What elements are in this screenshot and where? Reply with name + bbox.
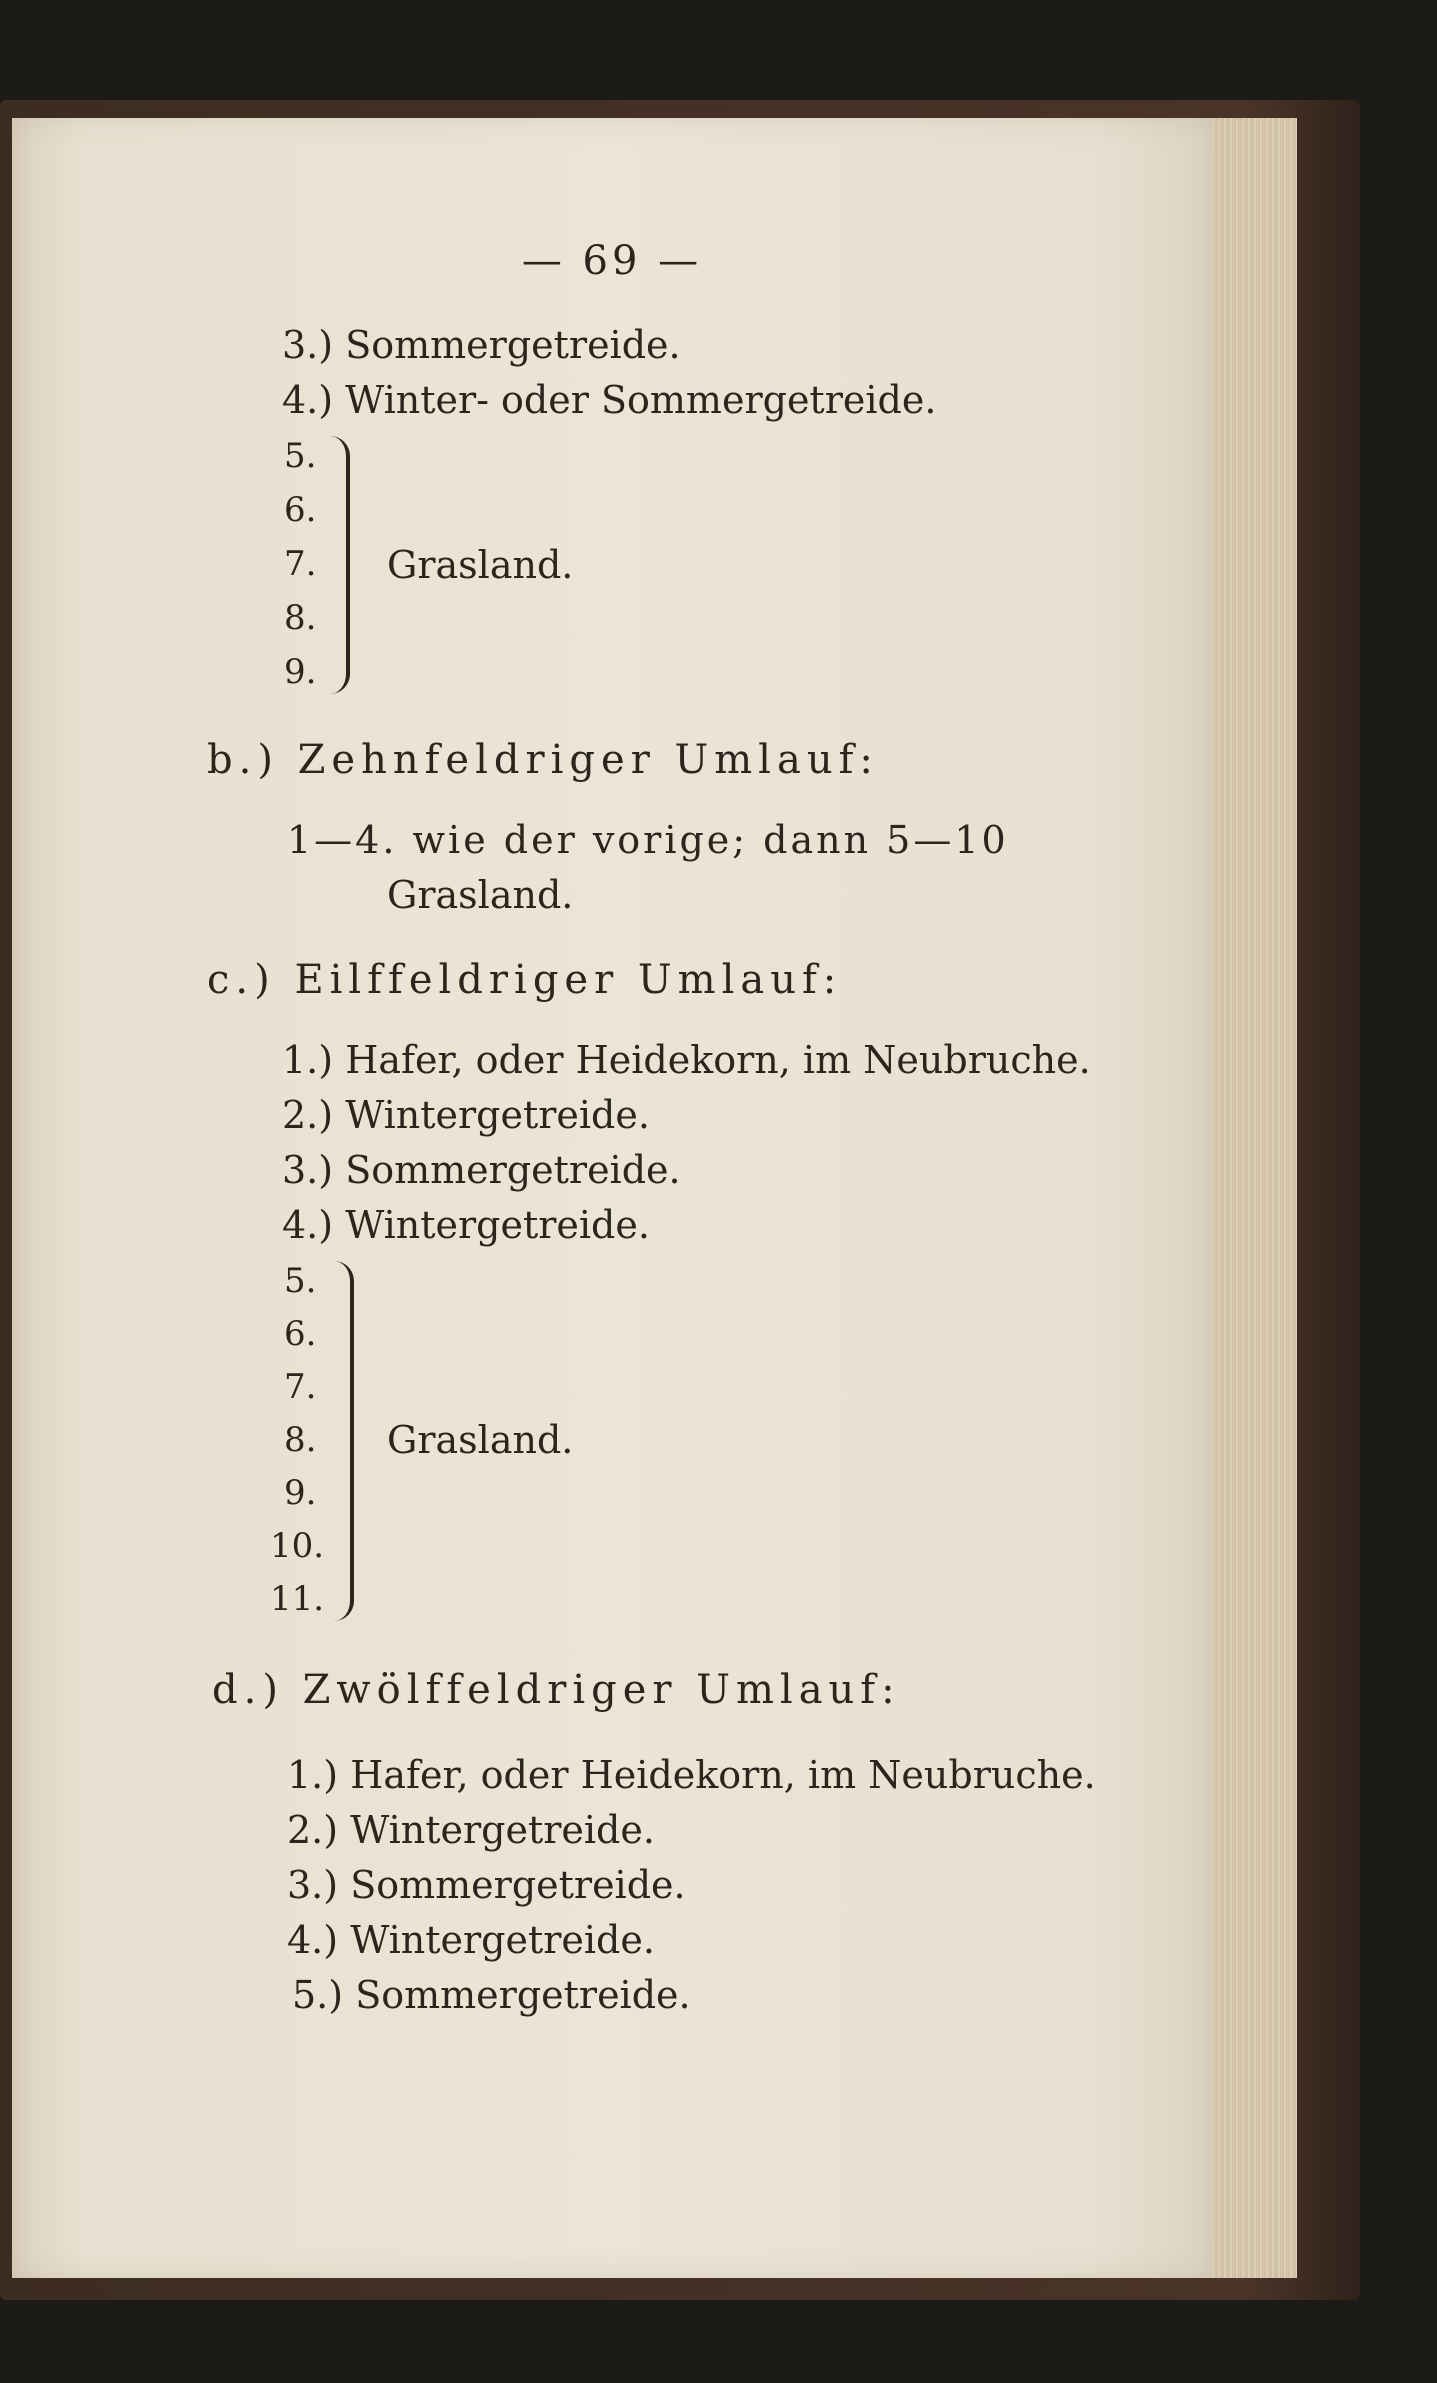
item-text: Sommergetreide. (350, 1863, 686, 1907)
brace-number: 9. (284, 652, 317, 692)
item-number: 1.) (287, 1753, 339, 1797)
brace-number: 7. (284, 1367, 317, 1407)
item-number: 1.) (282, 1038, 334, 1082)
brace-number: 5. (284, 436, 317, 476)
item-text: Winter- oder Sommergetreide. (345, 378, 937, 422)
section-heading: c.) Eilffeldriger Umlauf: (207, 957, 843, 1003)
item-number: 4.) (282, 1203, 334, 1247)
book-page (12, 118, 1212, 2278)
list-item (287, 1753, 1096, 1797)
brace-number: 8. (284, 598, 317, 638)
grouping-brace (328, 436, 350, 694)
brace-number: 10. (270, 1526, 325, 1566)
page-number: — 69 — (521, 238, 703, 284)
brace-label: Grasland. (387, 1418, 574, 1462)
item-text: Wintergetreide. (345, 1093, 650, 1137)
list-item (282, 1203, 650, 1247)
item-number: 2.) (287, 1808, 339, 1852)
item-text: Hafer, oder Heidekorn, im Neubruche. (345, 1038, 1091, 1082)
brace-number: 6. (284, 1314, 317, 1354)
list-item (287, 1918, 655, 1962)
section-heading: b.) Zehnfeldriger Umlauf: (207, 737, 879, 783)
list-item (282, 1093, 650, 1137)
item-text: Sommergetreide. (355, 1973, 691, 2017)
list-item (282, 378, 936, 422)
brace-number: 11. (270, 1579, 325, 1619)
item-number: 3.) (282, 1148, 334, 1192)
brace-number: 8. (284, 1420, 317, 1460)
list-item (282, 323, 681, 367)
brace-number: 6. (284, 490, 317, 530)
section-text: 1—4. wie der vorige; dann 5—10 (287, 818, 1009, 862)
brace-label: Grasland. (387, 543, 574, 587)
item-text: Sommergetreide. (345, 1148, 681, 1192)
brace-number: 7. (284, 544, 317, 584)
list-item (282, 1038, 1091, 1082)
item-number: 3.) (282, 323, 334, 367)
item-text: Wintergetreide. (350, 1808, 655, 1852)
grouping-brace (332, 1261, 354, 1621)
item-number: 4.) (287, 1918, 339, 1962)
list-item (287, 1863, 686, 1907)
brace-number: 5. (284, 1261, 317, 1301)
item-number: 5.) (292, 1973, 344, 2017)
item-text: Hafer, oder Heidekorn, im Neubruche. (350, 1753, 1096, 1797)
section-heading: d.) Zwölffeldriger Umlauf: (212, 1667, 901, 1713)
item-text: Sommergetreide. (345, 323, 681, 367)
list-item (287, 1808, 655, 1852)
item-number: 3.) (287, 1863, 339, 1907)
item-text: Wintergetreide. (350, 1918, 655, 1962)
item-number: 4.) (282, 378, 334, 422)
list-item (292, 1973, 691, 2017)
item-text: Wintergetreide. (345, 1203, 650, 1247)
brace-number: 9. (284, 1473, 317, 1513)
item-number: 2.) (282, 1093, 334, 1137)
list-item (282, 1148, 681, 1192)
section-text: Grasland. (387, 873, 574, 917)
